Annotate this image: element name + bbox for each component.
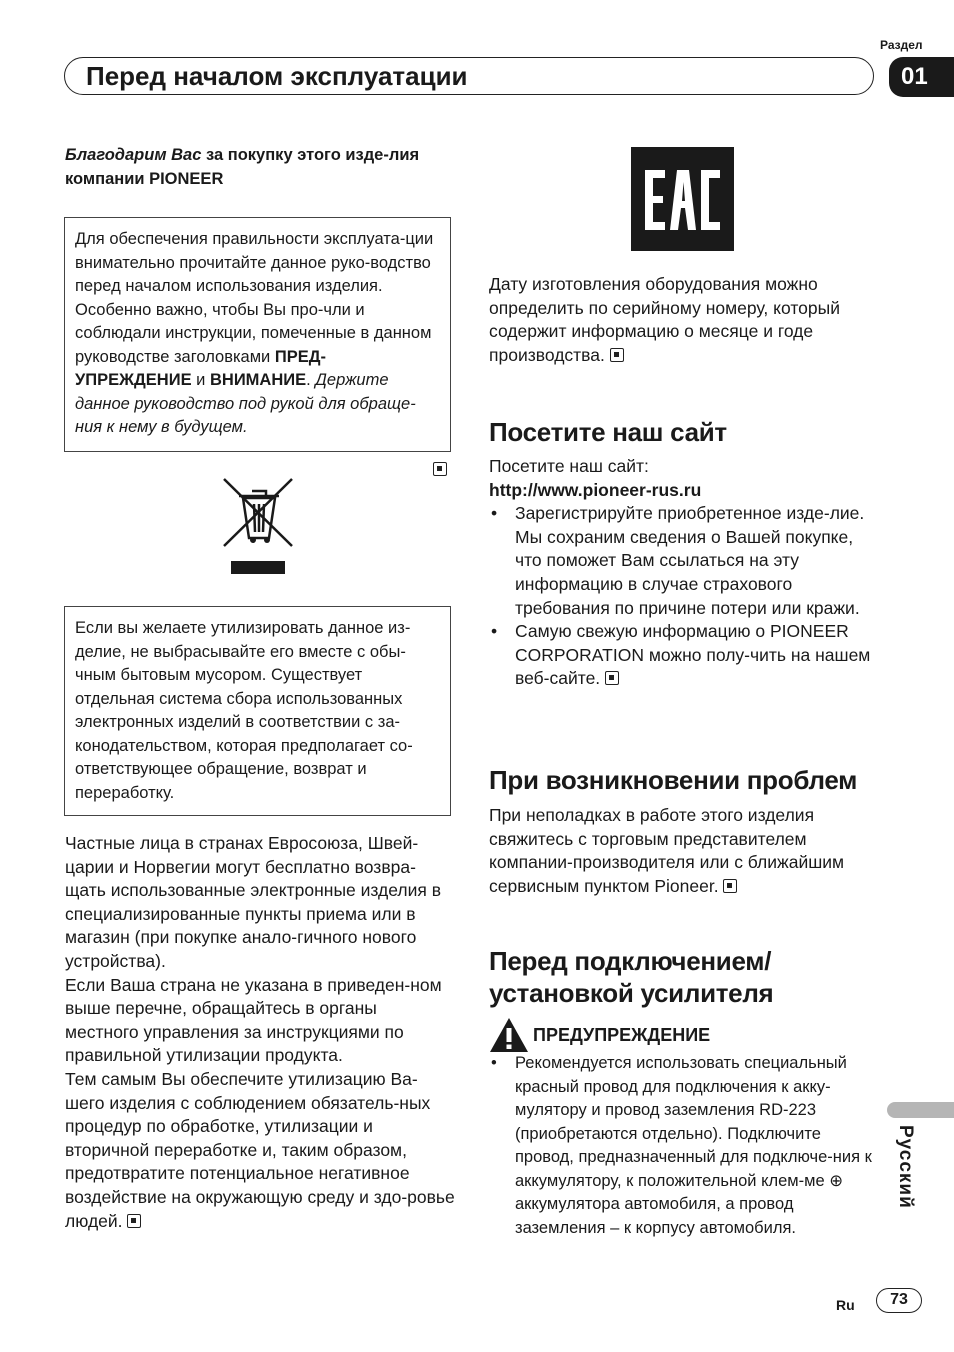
list-item bbox=[489, 620, 884, 691]
visit-site-intro: Посетите наш сайт: bbox=[489, 456, 649, 476]
instructions-text-part2: и bbox=[191, 371, 210, 389]
manufacture-date-text bbox=[489, 273, 889, 367]
manufacture-date-info bbox=[489, 273, 889, 367]
problems-text-content: При неполадках в работе этого изделия свяжитесь с торговым представителем компании-производителя или с ближайшим сервисным пунктом Pioneer. bbox=[489, 805, 845, 896]
website-link[interactable]: http://www.pioneer-rus.ru bbox=[489, 479, 702, 500]
end-mark-icon bbox=[127, 1214, 141, 1228]
instructions-text-part1: Для обеспечения правильности эксплуата-ции внимательно прочитайте данное руко-водство перед началом использования изделия. Особенно важно, чтобы Вы про-чли и соблюдали инструкции, помеченные в данном руководстве заголовками bbox=[75, 230, 434, 366]
problems-heading: При возникновении проблем bbox=[489, 765, 858, 795]
intro-italic: Благодарим Вас bbox=[65, 146, 202, 164]
amplifier-heading-line1: Перед подключением/ bbox=[489, 946, 772, 976]
manufacture-date-text-content: Дату изготовления оборудования можно определить по серийному номеру, который содержит информацию о месяце и годе производства. bbox=[489, 274, 840, 365]
list-item-text: Самую свежую информацию о PIONEER CORPORATION можно полу-чить на нашем веб-сайте. bbox=[515, 621, 871, 689]
warning-header bbox=[489, 1015, 889, 1055]
crossed-bin-icon bbox=[222, 476, 294, 576]
amplifier-heading-line2: установкой усилителя bbox=[489, 978, 774, 1008]
warning-section bbox=[489, 1052, 884, 1240]
visit-site-heading: Посетите наш сайт bbox=[489, 417, 727, 447]
instructions-italic: Держите данное руководство под рукой для обраще-ния к нему в будущем. bbox=[75, 371, 416, 436]
recycling-paragraph-3 bbox=[65, 1068, 455, 1233]
end-mark-icon bbox=[723, 879, 737, 893]
language-tab bbox=[887, 1102, 954, 1118]
recycling-paragraph-3-text: Тем самым Вы обеспечите утилизацию Ва-шего изделия с соблюдением обязатель-ных процедур по обработке, утилизации и вторичной переработке и, таким образом, предотвратите потенциальное негативное воздействие на окружающую среду и здо-ровье людей. bbox=[65, 1068, 455, 1231]
end-mark-icon bbox=[433, 462, 447, 480]
visit-site-list bbox=[489, 502, 884, 691]
instructions-box bbox=[64, 217, 451, 452]
warning-list bbox=[489, 1052, 884, 1240]
section-number-badge: 01 bbox=[889, 57, 954, 97]
visit-site-section bbox=[489, 455, 884, 691]
instructions-bold-caution: ВНИМАНИЕ bbox=[209, 371, 307, 389]
list-item: • Рекомендуется использовать специальный красный провод для подключения к акку-мулятору и провод заземления RD-223 (приобретаются отдельно). Подключите провод, предназначенный для подключе-ния к аккумулятору, к положительной клем-ме ⊕ аккумулятора автомобиля, а провод заземления – к корпусу автомобиля. bbox=[489, 1052, 884, 1240]
instructions-text-part3: . bbox=[306, 371, 316, 389]
end-mark-icon bbox=[610, 348, 624, 362]
instructions-text bbox=[75, 228, 440, 440]
list-item: • Зарегистрируйте приобретенное изде-лие. Мы сохраним сведения о Вашей покупке, что поможет Вам ссылаться на эту информацию в случае страхового требования по причине потери или кражи. bbox=[489, 502, 884, 620]
section-label: Раздел bbox=[880, 38, 923, 52]
language-code: Ru bbox=[836, 1297, 855, 1313]
page-number: 73 bbox=[876, 1288, 922, 1313]
disposal-text: Если вы желаете утилизировать данное из-делие, не выбрасывайте его вместе с обы-чным бытовым мусором. Существует отдельная система сбора использованных электронных изделий в соответствии с за-конодательством, которая предполагает со-ответствующее обращение, возврат и переработку. bbox=[75, 619, 413, 802]
intro-text bbox=[65, 144, 450, 191]
recycling-info bbox=[65, 832, 455, 1233]
problems-section bbox=[489, 804, 889, 898]
disposal-box bbox=[64, 606, 451, 816]
warning-label: ПРЕДУПРЕЖДЕНИЕ bbox=[533, 1025, 711, 1045]
recycling-paragraph-2: Если Ваша страна не указана в приведен-ном выше перечне, обращайтесь в органы местного управления за инструкциями по правильной утилизации продукта. bbox=[65, 974, 442, 1066]
end-mark-icon bbox=[605, 671, 619, 685]
language-label: Русский bbox=[895, 1125, 916, 1209]
recycling-paragraph-1: Частные лица в странах Евросоюза, Швей-царии и Норвегии могут бесплатно возвра-щать использованные электронные изделия в специализированные пункты приема или в магазин (при покупке анало-гичного нового устройства). bbox=[65, 833, 442, 971]
problems-text bbox=[489, 804, 889, 898]
eac-logo bbox=[631, 147, 734, 251]
warning-triangle-icon bbox=[489, 1017, 529, 1053]
instructions-bold-warning: ПРЕД-УПРЕЖДЕНИЕ bbox=[75, 347, 326, 389]
page-title: Перед началом эксплуатации bbox=[86, 61, 468, 91]
intro-rest: за покупку этого изде-лия компании PIONEER bbox=[65, 146, 420, 188]
amplifier-heading bbox=[489, 945, 889, 1009]
